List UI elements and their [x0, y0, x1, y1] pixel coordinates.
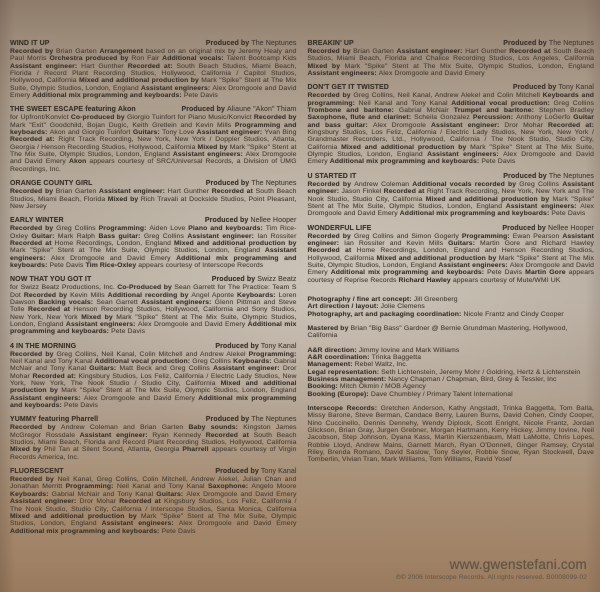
credit-line: Legal representation: Seth Lichtenstein, Jeremy Mohr / Goldring, Hertz & Lichtenstein — [307, 368, 581, 376]
credit-role-label: Booking: — [307, 383, 340, 391]
song-credit-section — [10, 106, 297, 173]
credit-role-label: Produced by — [512, 84, 559, 92]
credit-role-label: Produced by — [204, 217, 251, 225]
credit-role-label: Co-produced by — [70, 114, 127, 122]
credit-line: A&R coordination: Trinka Baggetta — [307, 354, 422, 361]
song-credits-text: Recorded by Neil Kanal, Greg Collins, Colin Mitchell, Andrew Alekel, Julian Chan and Jonathan Merritt Programming: Neil Kanal and Tony Kanal Saxophone: Angelo Moore Keyboards: Gabrial McNair and Tony Kanal Guitars: Alex Dromgoole and David Emery Assistant engineer: Dror Mohar Recorded at Kingsbury Studios, Los Feliz, California / The Nook Studio, Studio City, California / Interscope Studios, Santa Monica, California Mixed and additional production by Mark "Spike" Stent at The Mix Suite, Olympic Studios, London, England Assistant engineers: Alex Dromgoole and David Emery Additional mix programming and keyboards: Pete Davis — [10, 476, 297, 535]
song-credit-section — [10, 40, 297, 99]
song-heading-row — [308, 225, 595, 233]
song-heading-row — [308, 40, 595, 48]
credit-role-label: Recorded at: — [127, 62, 177, 70]
produced-by: Produced by The Neptunes — [503, 40, 594, 47]
credit-role-label: Assistant engineer: — [431, 121, 505, 129]
interscope-staff — [308, 405, 595, 464]
credit-role-label: Additional mix programming and keyboards: — [330, 269, 488, 277]
credit-role-label: Recorded at — [509, 48, 554, 55]
credit-role-label: Legal representation: — [307, 368, 382, 376]
song-credits-text: Recorded by Brian Garten Assistant engineer: Hart Gunther Recorded at South Beach Studios, Miami Beach, Florida and Chalice Recording Studios, Los Angeles, California Mixed by Mark "Spike" Stent at The Mix Suite, Olympic Studios, London, England Assistant engineers: Alex Dromgoole and David Emery — [307, 48, 594, 78]
credit-role-label: Programming: — [65, 483, 117, 491]
credit-role-label: Guitars: — [132, 129, 163, 137]
song-title: THE SWEET ESCAPE featuring Akon — [10, 106, 136, 114]
produced-by: Produced by Tony Kanal — [512, 84, 594, 92]
song-credits-text: Recorded by Greg Collins Programming: Aiden Love Piano and keyboards: Tim Rice-Oxley Guitar: Mark Ralph Bass guitar: Greg Collins Assistant engineer: Ian Rossiter Recorded at Home Recordings, London, England Mixed and additional production by Mark "Spike" Stent at The Mix Suite, Olympic Studios, London, England Assistant engineers: Alex Dromgoole and David Emery Additional mix programming and keyboards: Pete Davis Tim Rice-Oxley appears courtesy of Interscope Records — [10, 225, 297, 269]
credit-role-label: Assistant engineers: — [505, 202, 581, 210]
credit-role-label: Keyboards: — [233, 358, 274, 365]
song-credit-section — [308, 84, 595, 165]
credit-role-label: Keyboards: — [237, 291, 279, 299]
produced-by: Produced by The Neptunes — [205, 40, 297, 47]
credit-role-label: Assistant engineers: — [172, 151, 246, 159]
credit-role-label: Arrangement — [99, 48, 146, 55]
credit-role-label: Produced by — [205, 180, 252, 188]
credit-role-label: Assistant engineer: — [79, 431, 153, 439]
song-title: YUMMY featuring Pharrell — [10, 416, 99, 424]
art-credits — [308, 296, 595, 318]
credit-role-label: Assistant engineers: — [101, 520, 179, 528]
credit-role-label: Recorded by — [307, 48, 354, 55]
credit-role-label: Assistant engineers: — [307, 70, 379, 78]
credit-role-label: Mixed and additional production by — [10, 512, 141, 520]
credit-role-label: Mixed and additional production by — [174, 239, 297, 247]
credit-role-label: Recorded by — [10, 48, 56, 55]
credit-role-label: Orchestra produced by — [49, 55, 132, 63]
credit-role-label: Programming: — [98, 225, 150, 233]
credit-role-label: Recorded at: — [548, 121, 594, 129]
credit-role-label: Assistant engineers: — [65, 320, 138, 328]
song-title: NOW THAT YOU GOT IT — [10, 276, 92, 284]
credit-role-label: Recorded by — [23, 291, 71, 299]
song-credit-section — [308, 225, 595, 284]
credit-role-label: Additional recording by — [107, 291, 192, 299]
credit-role-label: Guitars: — [89, 365, 120, 373]
credit-role-label: Akon — [68, 158, 90, 166]
credit-role-label: Mixed and additional production by — [425, 195, 553, 203]
song-title: ORANGE COUNTY GIRL — [10, 180, 93, 188]
credit-line: Art direction / layout: Jolie Clemens — [307, 303, 425, 311]
credit-role-label: Guitars: — [156, 490, 187, 498]
credit-line: Mastered by Brian "Big Bass" Gardner @ Bernie Grundman Mastering, Hollywood, California — [307, 324, 568, 340]
credit-role-label: Guitar and bass guitar: — [307, 114, 594, 129]
song-title: FLUORESCENT — [10, 468, 64, 476]
credit-role-label: Recorded by — [10, 476, 58, 484]
credit-role-label: Produced by — [205, 416, 252, 424]
credit-line: Photography / fine art concept: Jill Greenberg — [307, 295, 458, 303]
credit-role-label: Trumpet and baritone: — [453, 107, 539, 115]
credit-role-label: Mixed and additional production by — [376, 254, 499, 262]
credit-role-label: Assistant engineers: — [427, 151, 504, 159]
credit-role-label: Produced by — [215, 468, 261, 476]
credit-role-label: Pharrell — [182, 446, 212, 454]
song-credits-text: Recorded by Andrew Coleman and Brian Garten Baby sounds: Kingston James McGregor Rossdale Assistant engineer: Ryan Kennedy Recorded at South Beach Studios, Miami Beach, Florida and Record Plant Recording Studios, Hollywood, California Mixed by Phil Tan at Silent Sound, Atlanta, Georgia Pharrell appears courtesy of Virgin Records America, Inc. — [10, 424, 297, 461]
credit-role-label: Additional mix programming and keyboards: — [32, 92, 184, 100]
credits-column-right — [308, 40, 595, 542]
credit-role-label: Assistant engineer: — [196, 129, 265, 137]
credit-role-label: Produced by — [215, 342, 261, 350]
credit-line: Business management: Nancy Chapman / Chapman, Bird, Grey & Tessler, Inc — [307, 376, 557, 384]
credit-role-label: Produced by — [503, 40, 549, 47]
song-credits-text: Recorded by Brian Garten Assistant engineer: Hart Gunther Recorded at South Beach Studios, Miami Beach, Florida Mixed by Rich Travali at Dockside Studios, Point Pleasant, New Jersey — [10, 188, 297, 210]
credit-role-label: Backing vocals: — [38, 298, 97, 306]
credit-role-label: Management: — [307, 361, 355, 369]
credit-role-label: Additional mix programming and keyboards: — [329, 158, 482, 166]
credit-role-label: Recorded at — [10, 239, 55, 247]
credit-role-label: Martin Gore — [525, 269, 569, 277]
song-title: EARLY WINTER — [10, 217, 64, 225]
credit-role-label: Mixed by — [107, 195, 141, 203]
produced-by: Produced by The Neptunes — [205, 180, 297, 188]
credit-role-label: Assistant engineers: — [10, 247, 297, 262]
credit-role-label: Recorded at — [27, 306, 74, 314]
credit-role-label: Business management: — [307, 376, 389, 384]
credit-role-label: Additional vocal production: — [94, 358, 193, 365]
song-credits-text: Recorded by Greg Collins and Simon Gogerly Programming: Ewan Pearson Assistant engineer: Ian Rossiter and Kevin Mills Guitars: Martin Gore and Richard Hawley Recorded at Home Recordings, London, England and Henson Recording Studios, Hollywood, California Mixed and additional production by Mark "Spike" Stent at The Mix Suite, Olympic Studios, London, England Assistant engineers: Alex Dromgoole and David Emery Additional mix programming and keyboards: Pete Davis Martin Gore appears courtesy of Reprise Records Richard Hawley appears courtesy of Mute/WMI UK — [307, 232, 595, 284]
credit-role-label: Mixed by — [197, 143, 230, 151]
song-credit-section — [10, 180, 297, 210]
credit-role-label: Recorded by — [307, 180, 355, 188]
credit-role-label: Recorded at — [205, 431, 254, 439]
credit-role-label: Assistant engineer: — [187, 232, 258, 240]
credit-role-label: Recorded by — [253, 114, 297, 122]
credit-role-label: Saxophone, flute and clarinet: — [307, 114, 415, 122]
credit-role-label: Art direction / layout: — [307, 303, 381, 311]
credit-role-label: Produced by — [205, 40, 252, 47]
credit-role-label: Recorded at: — [10, 136, 59, 144]
credit-role-label: Interscope Records: — [307, 405, 381, 413]
credit-role-label: Mixed by — [10, 446, 44, 454]
credit-line: Interscope Records: Gretchen Anderson, Kathy Angstadt, Trinka Baggetta, Tom Balla, Missy Barone, Steve Berman, Candace Berry, Lauren Burns, David Cohen, Cindy Cooper, Nino Cuccinello, Dennis Dennehy, Wendy Diplock, Scott Enright, Nicole Frantz, Jordan Glickson, Brian Gray, Jurgen Grebner, Morgan Hartmann, Kerry Hickey, Jimmy Iovine, Neil Jacobson, Step Johnson, Dyana Kass, Martin Kierszenbaum, Matt LaMotte, Chris Lopes, Robbie Lloyd, Andrew Mains, Garnett March, Ryan O'Donnell, Ginger Ramsey, Crystal Riley, Brenda Romano, David Saslow, Tony Seyler, Robbie Snow, Ryan Stockwell, Dave Tomberlin, Vivian Tran, Mark Williams, Tom Williams, Ravid Yosef — [307, 405, 594, 464]
song-title: 4 IN THE MORNING — [10, 342, 77, 350]
credit-role-label: Recorded by — [307, 232, 354, 240]
copyright-line: ℗© 2006 Interscope Records. All rights reserved. B0008099-02 — [396, 574, 587, 581]
credit-role-label: Piano and keyboards: — [188, 225, 266, 233]
song-title: DON'T GET IT TWISTED — [307, 84, 389, 92]
credit-role-label: Tim Rice-Oxley — [85, 261, 139, 269]
credit-role-label: Co-Produced by — [117, 284, 175, 292]
credit-role-label: Assistant engineers: — [141, 298, 215, 306]
credit-role-label: Trombone and baritone: — [307, 107, 399, 115]
credits-columns — [10, 40, 594, 542]
credit-role-label: Recorded at — [119, 498, 165, 506]
credit-role-label: Assistant engineers: — [438, 261, 510, 269]
produced-by: Produced by Tony Kanal — [215, 342, 297, 350]
credit-role-label: Additional vocal production: — [451, 99, 554, 107]
credit-role-label: A&R coordination: — [307, 354, 372, 361]
credit-line: Photography, art and packaging coordination: Nicole Frantz and Cindy Cooper — [307, 310, 564, 318]
credit-role-label: Produced by — [502, 224, 548, 232]
song-credit-section — [308, 40, 595, 77]
song-credits-text: Recorded by Brian Garten Arrangement based on an original mix by Jeremy Healy and Paul Morris Orchestra produced by Ron Fair Additional vocals: Talent Bootcamp Kids Assistant engineer: Hart Gunther Recorded at: South Beach Studios, Miami Beach, Florida / Record Plant Recording Studios, Hollywood, California / Capitol Studios, Hollywood, California Mixed and additional production by Mark "Spike" Stent at The Mix Suite, Olympic Studios, London, England Assistant engineers: Alex Dromgoole and David Emery Additional mix programming and keyboards: Pete Davis — [10, 48, 297, 100]
mastering-credit — [308, 325, 595, 340]
credit-role-label: Assistant engineer: — [10, 498, 80, 506]
credit-role-label: Mastered by — [307, 324, 351, 332]
business-credits — [308, 347, 595, 398]
credit-role-label: Assistant engineer: — [99, 188, 168, 196]
song-title: BREAKIN' UP — [307, 40, 354, 47]
credit-role-label: Saxophone: — [208, 483, 252, 491]
credit-role-label: Programming: — [461, 232, 513, 240]
song-heading-row — [10, 343, 297, 351]
credit-role-label: Assistant engineer: — [10, 62, 82, 70]
credit-role-label: Recorded by — [10, 350, 57, 358]
credit-role-label: Photography, art and packaging coordination: — [307, 310, 464, 318]
credits-column-left — [10, 40, 297, 542]
credit-role-label: Additional mix programming and keyboards: — [10, 320, 297, 336]
artist-website-url: www.gwenstefani.com — [449, 557, 587, 572]
song-heading-row — [308, 173, 595, 181]
song-credits-text: Recorded by Greg Collins, Neil Kanal, Colin Mitchell and Andrew Alekel Programming: Neil Kanal and Tony Kanal Additional vocal production: Greg Collins Keyboards: Gabrial McNair and Tony Kanal Guitars: Matt Beck and Greg Collins Assistant engineer: Dror Mohar Recorded at: Kingsbury Studios, Los Feliz, California / Electric Lady Studios, New York, New York, The Nook Studio / Studio City, California Mixed and additional production by Mark "Spike" Stent at The Mix Suite, Olympic Studios, London, England Assistant engineers: Alex Dromgoole and David Emery Additional mix programming and keyboards: Pete Davis — [10, 350, 297, 410]
credit-role-label: Richard Hawley — [398, 276, 453, 284]
produced-by: Produced by Swizz Beatz — [211, 276, 297, 284]
credit-role-label: Assistant engineer: — [213, 365, 283, 373]
song-credits-text: Recorded by Andrew Coleman Additional vocals recorded by Greg Collins Assistant engineer: Jason Finkel Recorded at Right Track Recording, New York, New York and The Nook Studio, Studio City, California Mixed and additional production by Mark "Spike" Stent at The Mix Suite, Olympic Studios, London, England Assistant engineers: Alex Dromgoole and David Emery Additional mix programming and keyboards: Pete Davis — [307, 180, 595, 218]
credit-role-label: Recorded by — [10, 188, 56, 196]
credit-role-label: Programming: — [248, 350, 297, 358]
produced-by: Produced by The Neptunes — [205, 416, 297, 424]
produced-by: Produced by Tony Kanal — [215, 468, 297, 476]
credit-role-label: Additional vocals: — [162, 55, 227, 63]
song-heading-row — [10, 468, 297, 476]
credit-role-label: Baby sounds: — [188, 424, 244, 432]
credit-role-label: Recorded by — [10, 225, 57, 233]
credit-role-label: Percussion: — [472, 114, 517, 122]
credit-role-label: Recorded by — [10, 424, 61, 432]
credit-role-label: Photography / fine art concept: — [307, 295, 414, 303]
credit-role-label: Mixed by — [307, 62, 345, 70]
credit-role-label: Assistant engineer: — [307, 232, 595, 247]
credit-role-label: Mixed and additional production by — [341, 143, 471, 151]
credit-line: Management: Rebel Waltz, Inc. — [307, 361, 408, 369]
credit-role-label: Assistant engineer: — [396, 48, 466, 55]
produced-by: Produced by The Neptunes — [503, 172, 594, 180]
credit-role-label: Booking (Europe): — [307, 390, 371, 398]
credit-role-label: Mixed and additional production by — [79, 77, 202, 85]
produced-by: Produced by Aliaune "Akon" Thiam — [181, 106, 297, 114]
credit-role-label: Produced by — [211, 276, 258, 284]
song-credit-section — [10, 276, 297, 335]
credit-role-label: Guitar: — [31, 232, 58, 240]
credit-role-label: Bass guitar: — [98, 232, 144, 240]
song-credit-section — [10, 217, 297, 269]
credit-role-label: Additional mix programming and keyboards: — [399, 210, 552, 218]
song-title: U STARTED IT — [307, 172, 357, 180]
credit-role-label: Produced by — [181, 106, 227, 114]
credit-role-label: Programming and keyboards: — [10, 121, 297, 137]
credit-role-label: Recorded by — [307, 92, 354, 100]
credit-role-label: A&R direction: — [307, 346, 359, 354]
credit-line: A&R direction: Jimmy Iovine and Mark Williams — [307, 346, 460, 354]
produced-by: Produced by Nellee Hooper — [204, 217, 297, 225]
song-credit-section — [10, 468, 297, 535]
song-credits-text: for Upfront/Konvict Co-produced by Giorgio Tuinfort for Piano Music/Konvict Recorded by Mark "Exit" Goodchild, Bojan Dugic, Keith Gretlein and Kevin Mills Programming and keyboards: Akon and Giorgio Tuinfort Guitars: Tony Love Assistant engineer: Yvan Bing Recorded at: Right Track Recording, New York, New York / Doppler Studios, Atlanta, Georgia / Henson Recording Studios, Hollywood, California Mixed by Mark "Spike" Stent at The Mix Suite, Olympic Studios, London, England Assistant engineers: Alex Dromgoole and David Emery Akon appears courtesy of SRC/Universal Records, a Division of UMG Recordings, Inc. — [10, 114, 297, 173]
song-credits-text: Recorded by Greg Collins, Neil Kanal, Andrew Alekel and Colin Mitchell Keyboards and programming: Neil Kanal and Tony Kanal Additional vocal production: Greg Collins Trombone and baritone: Gabrial McNair Trumpet and baritone: Stephen Bradley Saxophone, flute and clarinet: Scheila Gonzalez Percussion: Anthony LoGerfo Guitar and bass guitar: Alex Dromgoole Assistant engineer: Dror Mohar Recorded at: Kingsbury Studios, Los Feliz, California / Electric Lady Studios, New York, New York / Grandmaster Recorders, Ltd., Hollywood, California / The Nook Studio, Studio City, California Mixed and additional production by Mark "Spike" Stent at The Mix Suite, Olympic Studios, London, England Assistant engineers: Alex Dromgoole and David Emery Additional mix programming and keyboards: Pete Davis — [307, 92, 595, 166]
credit-role-label: Assistant engineer: — [307, 180, 594, 196]
produced-by: Produced by Nellee Hooper — [502, 224, 594, 232]
credit-role-label: Recorded at — [307, 247, 357, 255]
song-heading-row — [10, 217, 297, 225]
song-heading-row — [10, 180, 297, 188]
credit-role-label: Assistant engineers: — [140, 84, 213, 92]
credit-role-label: Assistant engineers: — [10, 394, 84, 402]
credit-role-label: Additional vocals recorded by — [412, 180, 520, 188]
credit-role-label: Mixed by — [81, 313, 117, 321]
credit-role-label: Recorded at — [383, 188, 427, 196]
credit-role-label: Produced by — [503, 172, 549, 180]
song-title: WONDERFUL LIFE — [307, 224, 372, 232]
credit-role-label: Guitars: — [448, 239, 481, 247]
credit-role-label: Keyboards and programming: — [307, 92, 595, 107]
credit-role-label: Keyboards: — [10, 490, 52, 498]
page-footer — [396, 557, 587, 581]
credit-line: Booking (Europe): Dave Chumbley / Primary Talent International — [307, 390, 513, 398]
song-heading-row — [10, 40, 297, 48]
credit-role-label: Mixed and additional production by — [10, 380, 297, 395]
credit-role-label: Additional mix programming and keyboards: — [10, 254, 297, 269]
credit-role-label: Additional mix programming and keyboards: — [10, 394, 297, 410]
credit-role-label: Recorded at: — [32, 372, 79, 380]
credit-role-label: Additional mix programming and keyboards: — [10, 527, 162, 535]
song-credit-section — [10, 416, 297, 461]
song-credit-section — [10, 343, 297, 410]
song-title: WIND IT UP — [10, 40, 50, 47]
credit-line: Booking: Mitch Okmin / MOB Agency — [307, 383, 426, 391]
credit-role-label: Recorded at — [211, 188, 256, 196]
song-credits-text: for Swizz Beatz Productions, Inc. Co-Produced by Sean Garrett for The Practice: Team S Dot Recorded by Kevin Mills Additional recording by Angel Aponte Keyboards: Loren Dawson Backing vocals: Sean Garrett Assistant engineers: Glenn Pittman and Steve Tolle Recorded at Henson Recording Studios, Hollywood, California and Sony Studios, New York, New York Mixed by Mark "Spike" Stent at The Mix Suite, Olympic Studios, London, England Assistant engineers: Alex Dromgoole and David Emery Additional mix programming and keyboards: Pete Davis — [10, 284, 297, 336]
song-credit-section — [308, 173, 595, 218]
